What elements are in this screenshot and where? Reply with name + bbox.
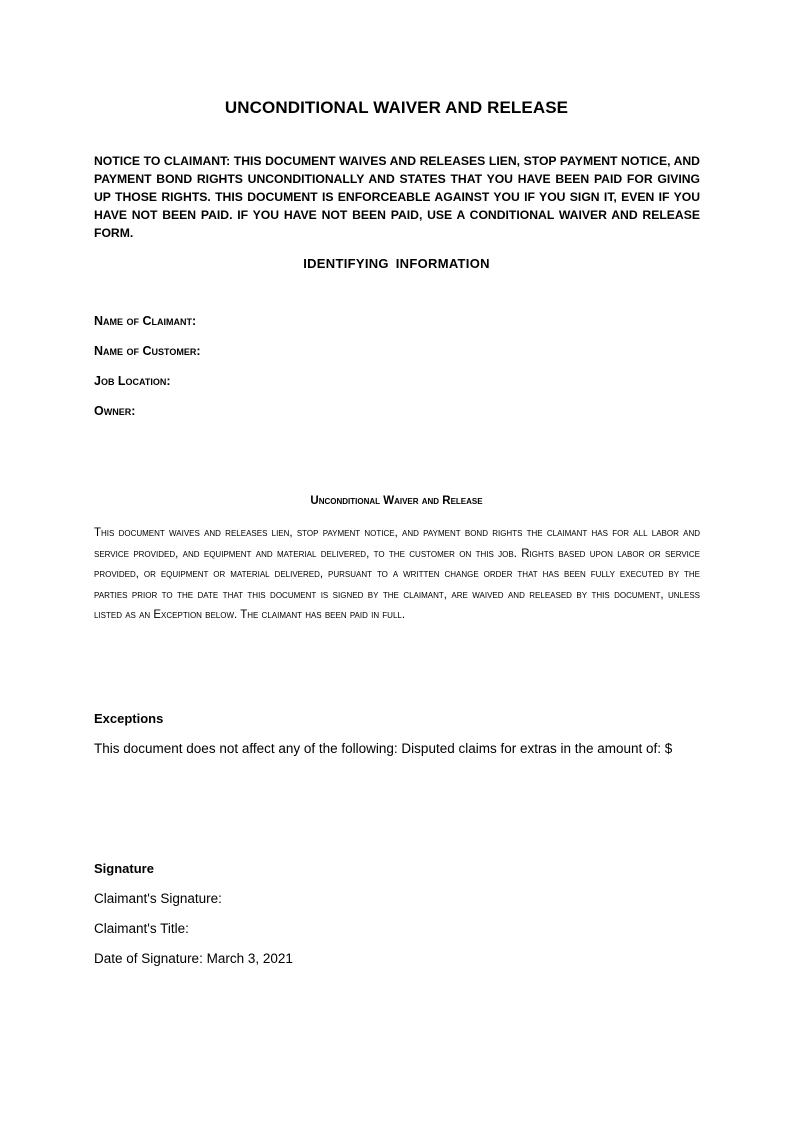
claimant-title-label: Claimant's Title:: [94, 921, 189, 936]
document-title: UNCONDITIONAL WAIVER AND RELEASE: [224, 98, 569, 117]
identifying-information-heading: IDENTIFYING INFORMATION: [303, 256, 490, 271]
claimant-signature-label: Claimant's Signature:: [94, 891, 222, 906]
notice-to-claimant: NOTICE TO CLAIMANT: THIS DOCUMENT WAIVES AND RELEASES LIEN, STOP PAYMENT NOTICE, AND PAYMENT BOND RIGHTS UNCONDITIONALLY AND STATES THAT YOU HAVE BEEN PAID FOR GIVING UP THOSE RIGHTS. THIS DOCUMENT IS ENFORCEABLE AGAINST YOU IF YOU SIGN IT, EVEN IF YOU HAVE NOT BEEN PAID. IF YOU HAVE NOT BEEN PAID, USE A CONDITIONAL WAIVER AND RELEASE FORM.: [94, 154, 700, 240]
exceptions-text: This document does not affect any of the following: Disputed claims for extras in the amount of: $: [94, 741, 673, 756]
signature-heading: Signature: [94, 861, 154, 876]
name-of-customer-label: Name of Customer:: [94, 344, 201, 358]
owner-label: Owner:: [94, 404, 136, 418]
job-location-label: Job Location:: [94, 374, 171, 388]
waiver-body: This document waives and releases lien, stop payment notice, and payment bond rights the claimant has for all labor and service provided, and equipment and material delivered, to the customer on this job. Rights based upon labor or service provided, or equipment or material delivered, pursuant to a written change order that has been fully executed by the parties prior to the date that this document is signed by the claimant, are waived and released by this document, unless listed as an Exception below. The claimant has been paid in full.: [94, 527, 700, 622]
waiver-heading: Unconditional Waiver and Release: [310, 495, 483, 507]
date-of-signature: Date of Signature: March 3, 2021: [94, 951, 293, 966]
exceptions-heading: Exceptions: [94, 711, 164, 726]
name-of-claimant-label: Name of Claimant:: [94, 314, 197, 328]
